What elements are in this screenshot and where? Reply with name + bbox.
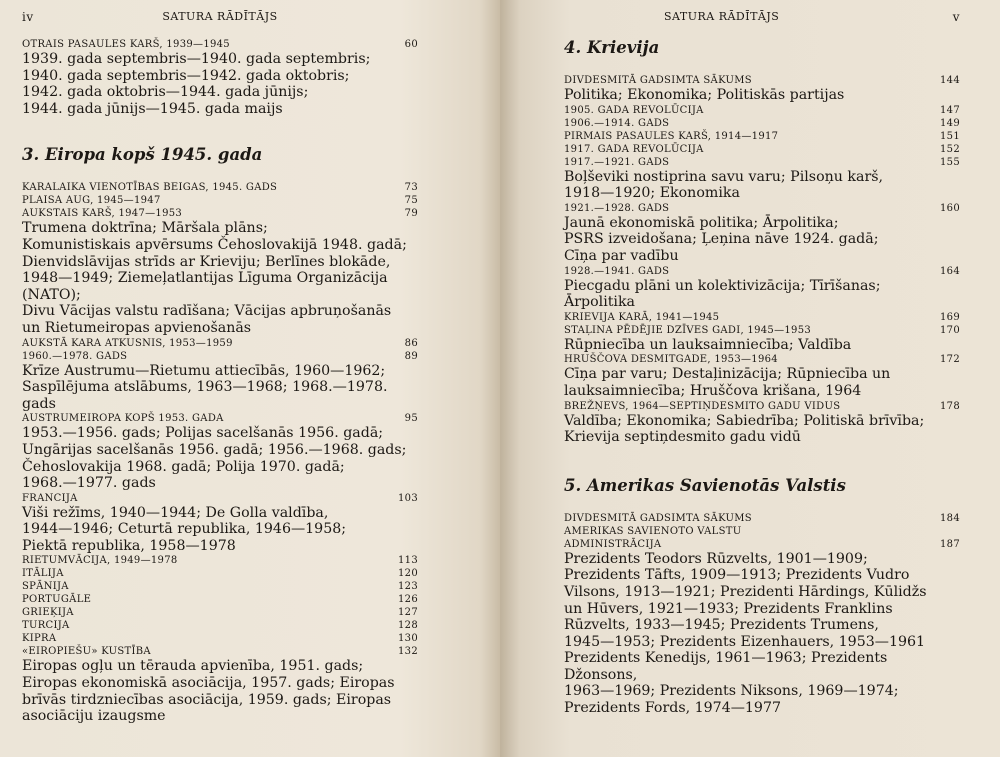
toc-subline: Cīņa par varu; Destaļinizācija; Rūpniecība un: [564, 366, 891, 383]
toc-entry-title: KIPRA: [22, 633, 57, 645]
running-header: SATURA RĀDĪTĀJS: [162, 10, 278, 23]
toc-entry-title: AMERIKAS SAVIENOTO VALSTU: [564, 525, 742, 537]
toc-entry-title: AUKSTĀ KARA ATKUSNIS, 1953—1959: [22, 337, 233, 349]
toc-subline: Cīņa par vadību: [564, 247, 679, 264]
toc-subline: Prezidents Kenedijs, 1961—1963; Prezidents Džonsons,: [564, 650, 888, 683]
toc-entry[interactable]: [564, 130, 960, 143]
toc-entry[interactable]: [564, 265, 960, 278]
toc-entry-title: HRUŠČOVA DESMITGADE, 1953—1964: [564, 354, 778, 366]
toc-subline: Piecgadu plāni un kolektivizācija; Tīrīšanas;: [564, 277, 881, 294]
toc-entry[interactable]: [564, 311, 960, 324]
toc-entry[interactable]: [22, 337, 418, 350]
toc-entry-page: 149: [940, 117, 960, 129]
toc-entry-title: KRIEVIJA KARĀ, 1941—1945: [564, 311, 720, 323]
toc-entry-page: 152: [940, 143, 960, 155]
toc-subline: Divu Vācijas valstu radīšana; Vācijas apbruņošanās: [22, 303, 392, 320]
toc-subline: 1944—1946; Ceturtā republika, 1946—1958;: [22, 521, 347, 538]
toc-subline: un Rietumeiropas apvienošanās: [22, 319, 252, 336]
section-title: 3. Eiropa kopš 1945. gada: [22, 145, 263, 165]
toc-entry-title: GRIEĶIJA: [22, 607, 74, 619]
toc-entry[interactable]: [22, 412, 418, 425]
toc-entry[interactable]: [22, 580, 418, 593]
toc-entry[interactable]: [564, 104, 960, 117]
toc-entry-continued[interactable]: [564, 538, 960, 551]
toc-entry-title: FRANCIJA: [22, 492, 78, 504]
toc-entry-page: 60: [404, 39, 418, 50]
toc-entry-page: 120: [398, 568, 418, 580]
toc-entry[interactable]: [22, 606, 418, 619]
toc-entry-page: 126: [398, 594, 418, 606]
toc-subline: Saspīlējuma atslābums, 1963—1968; 1968.—1978. gads: [22, 379, 388, 412]
toc-subline: Ārpolitika: [564, 294, 636, 311]
section-title: 5. Amerikas Savienotās Valstis: [564, 475, 846, 495]
page-number: iv: [22, 10, 34, 24]
toc-subline: un Hūvers, 1921—1933; Prezidents Franklins: [564, 600, 893, 617]
toc-entry[interactable]: [22, 567, 418, 580]
toc-entry-title: AUSTRUMEIROPA KOPŠ 1953. GADA: [22, 413, 224, 425]
toc-subline: brīvās tirdzniecības asociācija, 1959. gads; Eiropas: [22, 691, 392, 708]
toc-entry[interactable]: [22, 492, 418, 505]
toc-subline: 1953.—1956. gads; Polijas sacelšanās 1956. gadā;: [22, 425, 384, 442]
toc-entry-page: 75: [404, 195, 418, 207]
toc-entry-title: RIETUMVĀCIJA, 1949—1978: [22, 555, 178, 567]
toc-entry[interactable]: [22, 632, 418, 645]
toc-entry-title: DIVDESMITĀ GADSIMTA SĀKUMS: [564, 75, 752, 86]
toc-entry-title: 1917.—1921. GADS: [564, 156, 670, 168]
toc-entry-title: BREŽŅEVS, 1964—SEPTIŅDESMITO GADU VIDUS: [564, 400, 841, 412]
toc-subline: 1963—1969; Prezidents Niksons, 1969—1974;: [564, 683, 899, 700]
toc-entry[interactable]: [22, 38, 418, 51]
toc-subline: Ungārijas sacelšanās 1956. gadā; 1956.—1968. gads;: [22, 441, 407, 458]
toc-entry[interactable]: [22, 194, 418, 207]
toc-entry-title: PORTUGĀLE: [22, 594, 92, 606]
toc-entry-page: 128: [398, 620, 418, 632]
toc-subline: Jaunā ekonomiskā politika; Ārpolitika;: [564, 214, 839, 231]
toc-subline: Prezidents Tāfts, 1909—1913; Prezidents Vudro: [564, 567, 910, 584]
toc-entry-title: PLAISA AUG, 1945—1947: [22, 195, 161, 207]
left-page-content: [22, 10, 418, 725]
toc-entry-page: 113: [398, 555, 418, 567]
toc-entry-page: 127: [398, 607, 418, 619]
toc-subline: 1945—1953; Prezidents Eizenhauers, 1953—1961: [564, 633, 926, 650]
toc-entry-page: 144: [940, 75, 960, 86]
toc-entry[interactable]: [564, 353, 960, 366]
toc-subline: Rūpniecība un lauksaimniecība; Valdība: [564, 336, 852, 353]
toc-entry-title: PIRMAIS PASAULES KARŠ, 1914—1917: [564, 130, 779, 142]
toc-entry[interactable]: [564, 400, 960, 413]
right-page-content: [564, 10, 960, 717]
toc-entry-page: 86: [404, 337, 418, 349]
toc-entry[interactable]: [564, 512, 960, 525]
toc-subline: Eiropas ogļu un tērauda apvienība, 1951. gads;: [22, 658, 364, 675]
toc-entry[interactable]: [564, 324, 960, 337]
toc-entry-title: 1960.—1978. GADS: [22, 350, 128, 362]
toc-entry-page: 164: [940, 265, 960, 277]
toc-subline: Rūzvelts, 1933—1945; Prezidents Trumens,: [564, 617, 879, 634]
toc-entry-title: 1906.—1914. GADS: [564, 117, 670, 129]
page-number: v: [952, 10, 960, 24]
toc-entry-page: 123: [398, 581, 418, 593]
toc-subline: Piektā republika, 1958—1978: [22, 537, 236, 554]
toc-entry[interactable]: [564, 525, 960, 538]
toc-entry-page: 155: [940, 156, 960, 168]
toc-subline: asociāciju izaugsme: [22, 708, 166, 725]
toc-entry-page: 184: [940, 512, 960, 524]
toc-entry-title: 1917. GADA REVOLŪCIJA: [564, 143, 704, 155]
toc-entry[interactable]: [22, 645, 418, 658]
toc-subline: 1940. gada septembris—1942. gada oktobris;: [22, 67, 350, 84]
toc-subline: 1939. gada septembris—1940. gada septembris;: [22, 51, 371, 67]
toc-subline: Krievija septiņdesmito gadu vidū: [564, 429, 801, 446]
left-page-header: [22, 10, 418, 30]
toc-subline: Dienvidslāvijas strīds ar Krieviju; Berlīnes blokāde,: [22, 253, 391, 270]
toc-subline: Krīze Austrumu—Rietumu attiecībās, 1960—1962;: [22, 362, 386, 379]
right-page: [500, 0, 1000, 757]
toc-entry-title: AUKSTAIS KARŠ, 1947—1953: [22, 208, 183, 220]
toc-entry-title: «EIROPIEŠU» KUSTĪBA: [22, 646, 151, 658]
toc-entry-title: 1928.—1941. GADS: [564, 265, 670, 277]
toc-subline: 1918—1920; Ekonomika: [564, 185, 740, 202]
toc-entry-page: 160: [940, 202, 960, 214]
toc-entry-page: 73: [404, 182, 418, 194]
toc-entry[interactable]: [22, 554, 418, 567]
toc-subline: Vilsons, 1913—1921; Prezidenti Hārdings, Kūlidžs: [564, 583, 927, 600]
toc-entry-title: DIVDESMITĀ GADSIMTA SĀKUMS: [564, 512, 752, 524]
toc-subline: 1942. gada oktobris—1944. gada jūnijs;: [22, 84, 309, 101]
toc-entry-title: ITĀLIJA: [22, 568, 64, 580]
toc-entry-title: TURCIJA: [22, 620, 70, 632]
toc-subline: Prezidents Fords, 1974—1977: [564, 700, 782, 717]
toc-entry-page: 79: [404, 208, 418, 220]
toc-entry-title: KARALAIKA VIENOTĪBAS BEIGAS, 1945. GADS: [22, 182, 278, 194]
toc-entry-title: SPĀNIJA: [22, 581, 69, 593]
toc-entry[interactable]: [22, 181, 418, 194]
toc-entry-page: 89: [404, 350, 418, 362]
toc-entry[interactable]: [22, 593, 418, 606]
toc-entry-page: 103: [398, 492, 418, 504]
toc-subline: 1944. gada jūnijs—1945. gada maijs: [22, 100, 283, 117]
toc-subline: Boļševiki nostiprina savu varu; Pilsoņu karš,: [564, 168, 884, 185]
toc-entry-title: ADMINISTRĀCIJA: [564, 538, 662, 550]
right-page-header: [564, 10, 960, 30]
toc-subline: Trumena doktrīna; Māršala plāns;: [22, 220, 268, 237]
toc-entry-page: 132: [398, 646, 418, 658]
toc-subline: 1968.—1977. gads: [22, 475, 156, 492]
toc-subline: Valdība; Ekonomika; Sabiedrība; Politiskā brīvība;: [564, 412, 925, 429]
toc-entry-title: STAĻINA PĒDĒJIE DZĪVES GADI, 1945—1953: [564, 324, 812, 336]
toc-entry[interactable]: [564, 202, 960, 215]
toc-entry-page: 187: [940, 538, 960, 550]
running-header: SATURA RĀDĪTĀJS: [664, 10, 780, 23]
toc-entry-page: 95: [404, 413, 418, 425]
toc-subline: 1948—1949; Ziemeļatlantijas Līguma Organizācija: [22, 270, 388, 287]
toc-entry-page: 178: [940, 400, 960, 412]
toc-entry-page: 169: [940, 311, 960, 323]
toc-subline: Eiropas ekonomiskā asociācija, 1957. gads; Eiropas: [22, 675, 395, 692]
toc-subline: Čehoslovakija 1968. gadā; Polija 1970. gadā;: [22, 458, 345, 475]
toc-entry[interactable]: [564, 143, 960, 156]
toc-subline: Politika; Ekonomika; Politiskās partijas: [564, 87, 845, 103]
toc-subline: (NATO);: [22, 286, 81, 303]
toc-entry-title: OTRAIS PASAULES KARŠ, 1939—1945: [22, 39, 230, 50]
toc-entry[interactable]: [564, 117, 960, 130]
toc-subline: Komunistiskais apvērsums Čehoslovakijā 1948. gadā;: [22, 236, 407, 253]
toc-entry-page: 172: [940, 354, 960, 366]
toc-entry[interactable]: [22, 207, 418, 220]
toc-entry[interactable]: [564, 156, 960, 169]
toc-entry-page: 130: [398, 633, 418, 645]
toc-subline: Viši režīms, 1940—1944; De Golla valdība,: [22, 504, 329, 521]
toc-subline: lauksaimniecība; Hruščova krišana, 1964: [564, 382, 862, 399]
toc-subline: Prezidents Teodors Rūzvelts, 1901—1909;: [564, 550, 868, 567]
toc-entry-page: 147: [940, 104, 960, 116]
toc-entry[interactable]: [564, 74, 960, 87]
section-title: 4. Krievija: [564, 38, 660, 57]
toc-entry-page: 151: [940, 130, 960, 142]
toc-entry-title: 1921.—1928. GADS: [564, 202, 670, 214]
toc-subline: PSRS izveidošana; Ļeņina nāve 1924. gadā;: [564, 231, 879, 248]
toc-entry-title: 1905. GADA REVOLŪCIJA: [564, 104, 704, 116]
toc-entry[interactable]: [22, 350, 418, 363]
toc-entry-page: 170: [940, 324, 960, 336]
toc-entry[interactable]: [22, 619, 418, 632]
